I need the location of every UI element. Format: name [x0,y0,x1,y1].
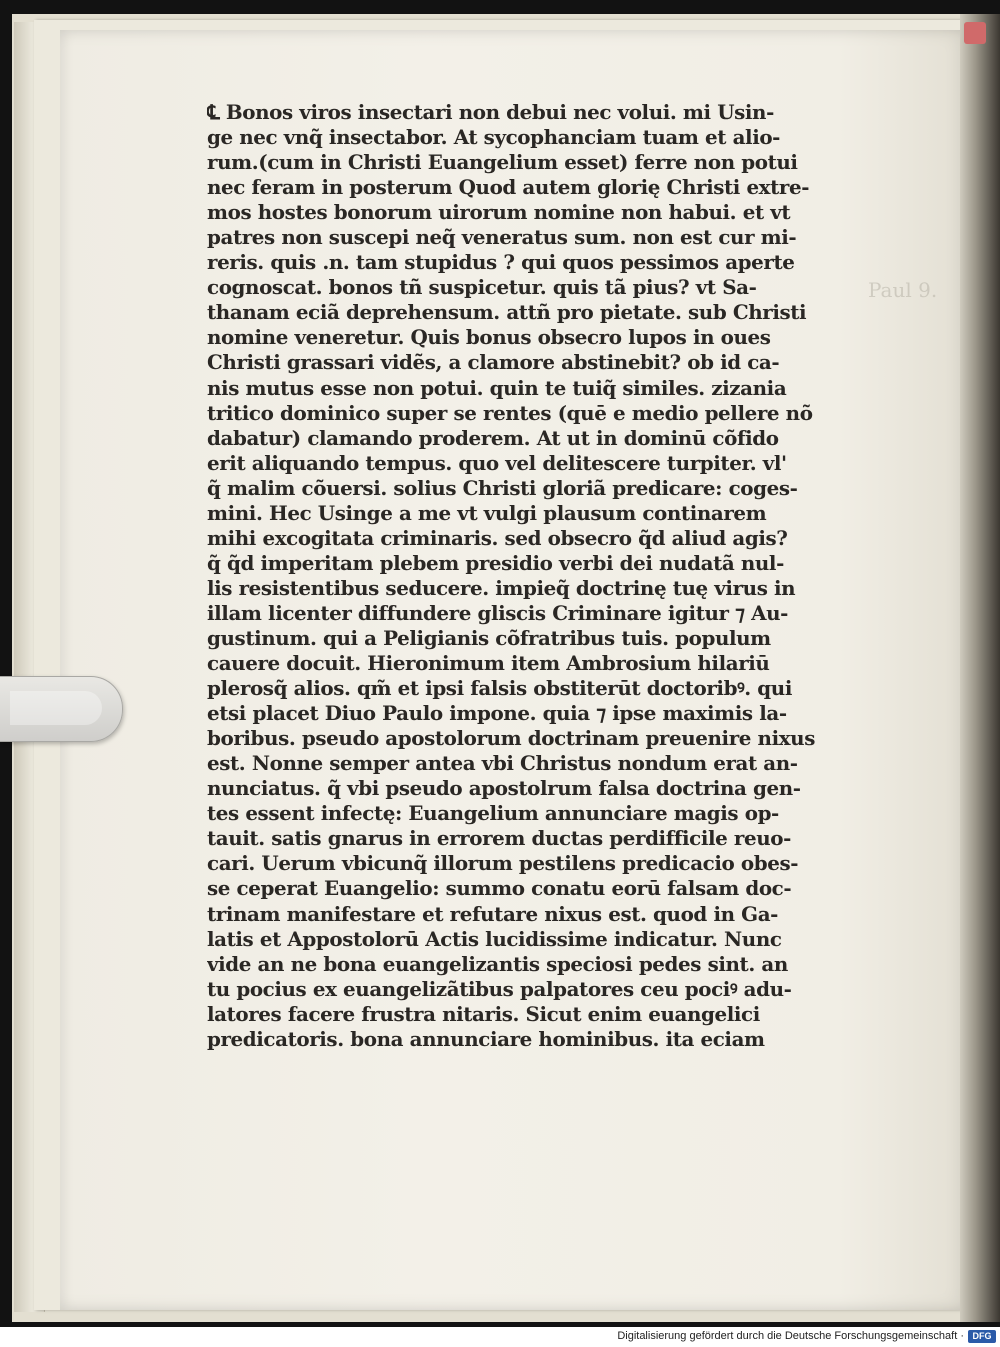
text-line: tritico dominico super se rentes (quē e medio pellere nõ [207,400,813,425]
text-line: q̃ malim cõuersi. solius Christi gloriã predicare: coges- [207,475,798,500]
text-line: est. Nonne semper antea vbi Christus nondum erat an- [207,751,798,776]
text-line: latis et Appostolorū Actis lucidissime indicatur. Nunc [207,926,782,951]
footer-credit: Digitalisierung gefördert durch die Deutsche Forschungsgemeinschaft · [617,1330,964,1342]
text-line: ℄ Bonos viros insectari non debui nec volui. mi Usin- [207,100,774,124]
text-line: latores facere frustra nitaris. Sicut enim euangelici [207,1001,760,1026]
text-line: erit aliquando tempus. quo vel delitescere turpiter. vl' [207,450,787,475]
text-line: mini. Hec Usinge a me vt vulgi plausum continarem [207,500,767,525]
text-line: lis resistentibus seducere. impieq̃ doctrinę tuę virus in [207,575,796,600]
text-line: patres non suscepi neq̃ veneratus sum. non est cur mi- [207,225,797,250]
text-line: illam licenter diffundere gliscis Criminare igitur ⁊ Au- [207,600,788,625]
text-line: thanam eciã deprehensum. attñ pro pietate. sub Christi [207,300,807,325]
text-line: rum.(cum in Christi Euangelium esset) ferre non potui [207,150,798,175]
text-line: gustinum. qui a Peligianis cõfratribus tuis. populum [207,625,771,650]
text-line: dabatur) clamando proderem. At ut in dominū cõfido [207,425,779,450]
text-line: q̃ q̃d imperitam plebem presidio verbi dei nudatã nul- [207,550,784,575]
footer-bar [0,1327,1000,1347]
page-text [207,100,887,1052]
text-line: se ceperat Euangelio: summo conatu eorū falsam doc- [207,876,792,901]
text-line: boribus. pseudo apostolorum doctrinam preuenire nixus [207,726,815,751]
text-line: nec feram in posterum Quod autem glorię Christi extre- [207,175,810,200]
text-line: nunciatus. q̃ vbi pseudo apostolrum falsa doctrina gen- [207,776,801,801]
dfg-logo: DFG [968,1330,996,1343]
text-line: mihi excogitata criminaris. sed obsecro q̃d aliud agis? [207,525,788,550]
text-line: trinam manifestare et refutare nixus est. quod in Ga- [207,901,779,926]
text-line: cognoscat. bonos tñ suspicetur. quis tã pius? vt Sa- [207,275,757,300]
text-line: reris. quis .n. tam stupidus ? qui quos pessimos aperte [207,250,795,275]
page-clip [0,676,123,742]
book-spine [960,14,1000,1322]
text-line: tes essent infectę: Euangelium annunciare magis op- [207,801,779,826]
text-line: cauere docuit. Hieronimum item Ambrosium hilariū [207,651,770,676]
text-line: nis mutus esse non potui. quin te tuiq̃ similes. zizania [207,375,787,400]
bookmark-ribbon [964,22,986,44]
text-line: Christi grassari vidẽs, a clamore abstinebit? ob id ca- [207,350,780,375]
show-through-text: Paul 9. [868,278,938,302]
text-line: predicatoris. bona annunciare hominibus. ita eciam [207,1026,765,1051]
text-line: etsi placet Diuo Paulo impone. quia ⁊ ipse maximis la- [207,701,787,726]
text-line: tu pocius ex euangelizãtibus palpatores ceu pociꝰ adu- [207,976,792,1001]
text-line: vide an ne bona euangelizantis speciosi pedes sint. an [207,951,788,976]
text-line: mos hostes bonorum uirorum nomine non habui. et vt [207,200,791,225]
page-clip-highlight [10,691,102,725]
text-line: tauit. satis gnarus in errorem ductas perdifficile reuo- [207,826,791,851]
text-line: nomine veneretur. Quis bonus obsecro lupos in oues [207,325,771,350]
text-line: ge nec vnq̃ insectabor. At sycophanciam tuam et alio- [207,125,781,150]
text-line: cari. Uerum vbicunq̃ illorum pestilens predicacio obes- [207,851,799,876]
text-line: plerosq̃ alios. qm̃ et ipsi falsis obstiterūt doctoribꝰ. qui [207,676,792,701]
